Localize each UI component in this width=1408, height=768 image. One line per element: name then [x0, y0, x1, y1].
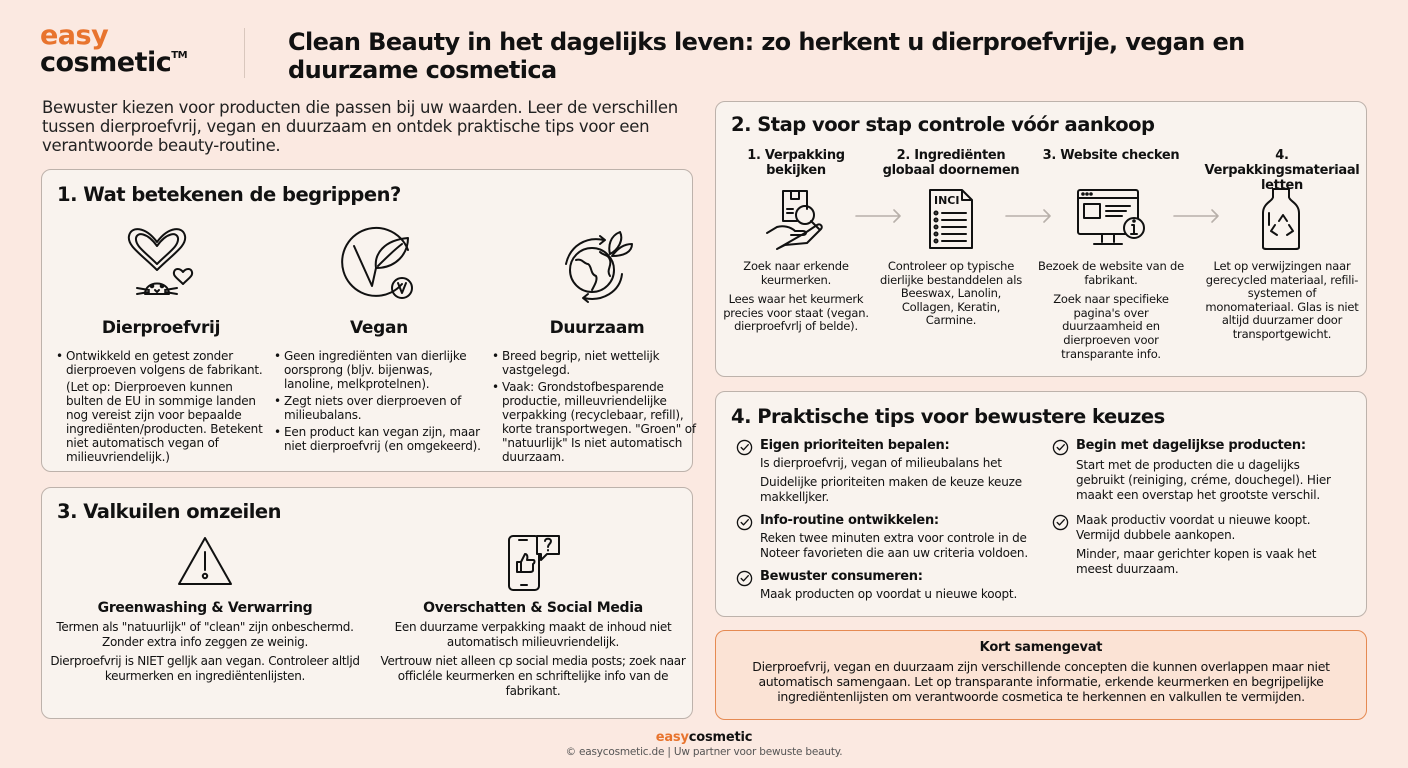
section-steps [715, 101, 1367, 377]
step-text: Zoek naar specifieke pagina's over duurzaamheid en dierproeven voor transparante info. [1053, 292, 1169, 361]
website-info-icon [1036, 184, 1186, 254]
tip-text: Reken twee minuten extra voor controle in de Noteer favorieten die aan uw criteria voldoen. [760, 531, 1028, 560]
step-text: Controleer op typische dierlijke bestanddelen als Beeswax, Lanolin, Collagen, Keratin, Carmine. [880, 259, 1022, 328]
pitfall-title: Overschatten & Social Media [423, 600, 643, 616]
summary-title: Kort samengevat [979, 640, 1103, 655]
tip-item [1048, 438, 1348, 503]
package-magnifier-icon [721, 184, 871, 254]
logo-cosmetic: cosmetic™ [40, 47, 188, 78]
tips-left-column [732, 438, 1032, 610]
tip-title: Info-routine ontwikkelen: [760, 513, 939, 528]
check-circle-icon [736, 439, 753, 456]
term-dierproefvrij [56, 220, 266, 467]
term-title: Vegan [349, 318, 408, 338]
section-tips [715, 391, 1367, 617]
section-heading: 2. Stap voor stap controle vóór aankoop [731, 113, 1155, 136]
tip-title: Eigen prioriteiten bepalen: [760, 438, 950, 453]
tip-title: Begin met dagelijkse producten: [1076, 438, 1306, 453]
pitfall-text: Vertrouw niet alleen cp social media posts; zoek naar officléle keurmerken en schriftelijke info van de fabrikant. [380, 654, 686, 698]
pitfall-text: Een duurzame verpakking maakt de inhoud niet automatisch milieuvriendelijk. [394, 620, 672, 649]
step-1 [721, 148, 871, 334]
term-title: Duurzaam [549, 318, 645, 338]
step-title: 3. Website checken [1042, 148, 1180, 163]
section-heading: 1. Wat betekenen de begrippen? [57, 183, 401, 206]
summary-text: Dierproefvrij, vegan en duurzaam zijn verschillende concepten die kunnen overlappen maar niet automatisch samengaan. Let op transparante informatie, erkende keurmerken en begrijpelijke ingrediëntenlijsten om verantwoorde cosmetica te herkennen en valkullen te vermijden. [752, 659, 1330, 704]
tips-right-column [1048, 438, 1348, 585]
term-vegan [274, 220, 484, 456]
summary-box [715, 630, 1367, 720]
check-circle-icon [1052, 439, 1069, 456]
step-4 [1202, 148, 1362, 342]
svg-text:INCI: INCI [934, 194, 960, 207]
step-2 [876, 148, 1026, 328]
term-bullet: • Geen ingrediënten van dierlijke oorsprong (bljv. bijenwas, lanoline, melkprotelnen). [274, 349, 484, 391]
check-circle-icon [736, 514, 753, 531]
step-title: 1. Verpakking bekijken [747, 148, 845, 178]
term-bullet: • Vaak: Grondstofbesparende productie, milleuvriendelijke verpakking (recyclebaar, refill), korte transportwegen. "Groen" of "natuurlijk" Is niet automatisch duurzaam. [492, 380, 702, 464]
pitfall-text: Dierproefvrij is NIET gelljk aan vegan. Controleer altljd keurmerken en ingrediëntenlijsten. [50, 654, 360, 683]
section-pitfalls [41, 487, 693, 719]
bunny-heart-icon [56, 220, 266, 310]
footer-brand: easycosmetic [655, 730, 753, 745]
pitfall-text: Termen als "natuurlijk" of "clean" zijn onbeschermd. Zonder extra info zeggen ze weinig. [56, 620, 354, 649]
pitfall-title: Greenwashing & Verwarring [97, 600, 313, 616]
tip-item [732, 513, 1032, 561]
tip-item [732, 569, 1032, 602]
term-bullet: • Breed begrip, niet wettelijk vastgelegd. [492, 349, 702, 377]
tip-text: Is dierproefvrij, vegan of milieubalans het [760, 456, 1002, 470]
header-divider [244, 28, 245, 78]
tip-item [1048, 513, 1348, 577]
check-circle-icon [736, 570, 753, 587]
step-title: 2. Ingrediënten globaal doornemen [882, 148, 1020, 178]
term-bullet: • Ontwikkeld en getest zonder dierproeven volgens de fabrikant. [56, 349, 266, 377]
vegan-leaf-icon [274, 220, 484, 310]
step-3 [1036, 148, 1186, 361]
check-circle-icon [1052, 514, 1069, 531]
tip-text: Maak productiv voordat u nieuwe koopt. Vermijd dubbele aankopen. [1076, 513, 1311, 542]
tip-title: Bewuster consumeren: [760, 569, 923, 584]
logo [40, 22, 187, 76]
step-text: Let op verwijzingen naar gerecycled materiaal, refili-systemen of monomateriaal. Glas is niet altijd duurzamer door transportgewicht. [1205, 259, 1359, 341]
term-duurzaam [492, 220, 702, 467]
tip-text: Start met de producten die u dagelijks gebruikt (reiniging, créme, douchegel). Hier maakt een overstap het grootste verschil. [1076, 458, 1331, 502]
footer-copyright: © easycosmetic.de | Uw partner voor bewuste beauty. [565, 746, 843, 758]
intro-text: Bewuster kiezen voor producten die passen bij uw waarden. Leer de verschillen tussen dierproefvrij, vegan en duurzaam en ontdek praktische tips voor een verantwoorde beauty-routine. [42, 98, 678, 155]
earth-recycle-icon [492, 220, 702, 310]
pitfall-social-media [378, 532, 688, 699]
section-terms [41, 169, 696, 472]
term-note: (Let op: Dierproeven kunnen bulten de EU in sommige landen nog vereist zijn voor bepaalde ingrediënten/producten. Betekent niet automatisch vegan of milieuvriendelijk.) [66, 380, 263, 464]
tip-text: Minder, maar gerichter kopen is vaak het meest duurzaam. [1076, 547, 1317, 576]
step-text: Bezoek de website van de fabrikant. [1037, 259, 1185, 287]
section-heading: 3. Valkuilen omzeilen [57, 500, 282, 523]
term-bullets [274, 349, 484, 453]
term-bullet: • Een product kan vegan zijn, maar niet dierproefvrij (en omgekeerd). [274, 425, 484, 453]
bottle-recycle-icon [1202, 184, 1362, 254]
trademark: TM [171, 50, 188, 61]
tip-text: Duidelijke prioriteiten maken de keuze keuze makkelljker. [760, 475, 1022, 504]
phone-social-icon [378, 532, 688, 592]
step-text: Lees waar het keurmerk precies voor staat (vegan. dierproefvrlj of belde). [723, 292, 869, 334]
page-title: Clean Beauty in het dagelijks leven: zo herkent u dierproefvrije, vegan en duurzame cosmetica [288, 28, 1245, 84]
tip-text: Maak producten op voordat u nieuwe koopt. [760, 587, 1018, 601]
term-bullets [56, 349, 266, 464]
pitfall-greenwashing [50, 532, 360, 684]
term-bullet: • Zegt niets over dierproeven of milieubalans. [274, 394, 484, 422]
step-title: 4. Verpakkingsmateriaal letten [1204, 148, 1360, 193]
term-title: Dierproefvrij [101, 318, 221, 338]
step-text: Zoek naar erkende keurmerken. [743, 259, 849, 287]
footer [0, 730, 1408, 758]
section-heading: 4. Praktische tips voor bewustere keuzes [731, 405, 1165, 428]
term-bullets [492, 349, 702, 464]
tip-item [732, 438, 1032, 505]
logo-easy: easy [40, 20, 109, 51]
warning-icon [50, 532, 360, 592]
